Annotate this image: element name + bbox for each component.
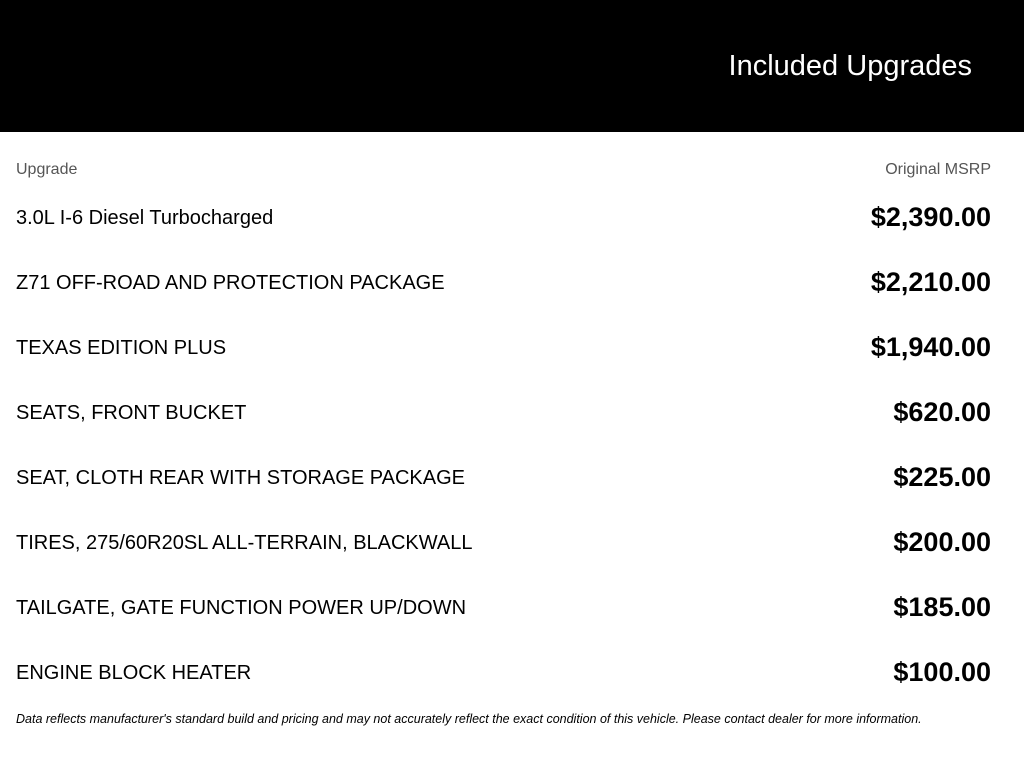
list-item	[0, 315, 1024, 380]
list-item	[0, 185, 1024, 250]
disclaimer-text: Data reflects manufacturer's standard build and pricing and may not accurately reflect the exact condition of this vehicle. Please contact dealer for more information.	[16, 712, 922, 726]
upgrade-name: TEXAS EDITION PLUS	[16, 337, 227, 359]
list-item	[0, 575, 1024, 640]
upgrade-price: $2,390.00	[870, 202, 991, 232]
upgrade-name: TAILGATE, GATE FUNCTION POWER UP/DOWN	[16, 597, 467, 619]
header-banner	[0, 0, 1024, 132]
upgrade-price: $100.00	[893, 657, 991, 687]
column-header-upgrade: Upgrade	[16, 161, 78, 178]
list-item	[0, 250, 1024, 315]
upgrade-price: $225.00	[893, 462, 991, 492]
upgrade-name: Z71 OFF-ROAD AND PROTECTION PACKAGE	[16, 272, 445, 294]
upgrade-name: ENGINE BLOCK HEATER	[16, 662, 252, 684]
upgrade-price: $185.00	[893, 592, 991, 622]
upgrade-price: $200.00	[893, 527, 991, 557]
upgrade-price: $620.00	[893, 397, 991, 427]
upgrade-name: SEAT, CLOTH REAR WITH STORAGE PACKAGE	[16, 467, 465, 489]
upgrade-name: 3.0L I-6 Diesel Turbocharged	[16, 207, 274, 229]
upgrade-price: $1,940.00	[870, 332, 991, 362]
page-title: Included Upgrades	[728, 50, 972, 82]
list-item	[0, 640, 1024, 705]
upgrade-price: $2,210.00	[870, 267, 991, 297]
list-item	[0, 380, 1024, 445]
upgrade-name: TIRES, 275/60R20SL ALL-TERRAIN, BLACKWALL	[16, 532, 473, 554]
list-item	[0, 445, 1024, 510]
upgrades-list	[0, 185, 1024, 705]
column-header-msrp: Original MSRP	[885, 161, 991, 178]
list-item	[0, 510, 1024, 575]
upgrade-name: SEATS, FRONT BUCKET	[16, 402, 247, 424]
